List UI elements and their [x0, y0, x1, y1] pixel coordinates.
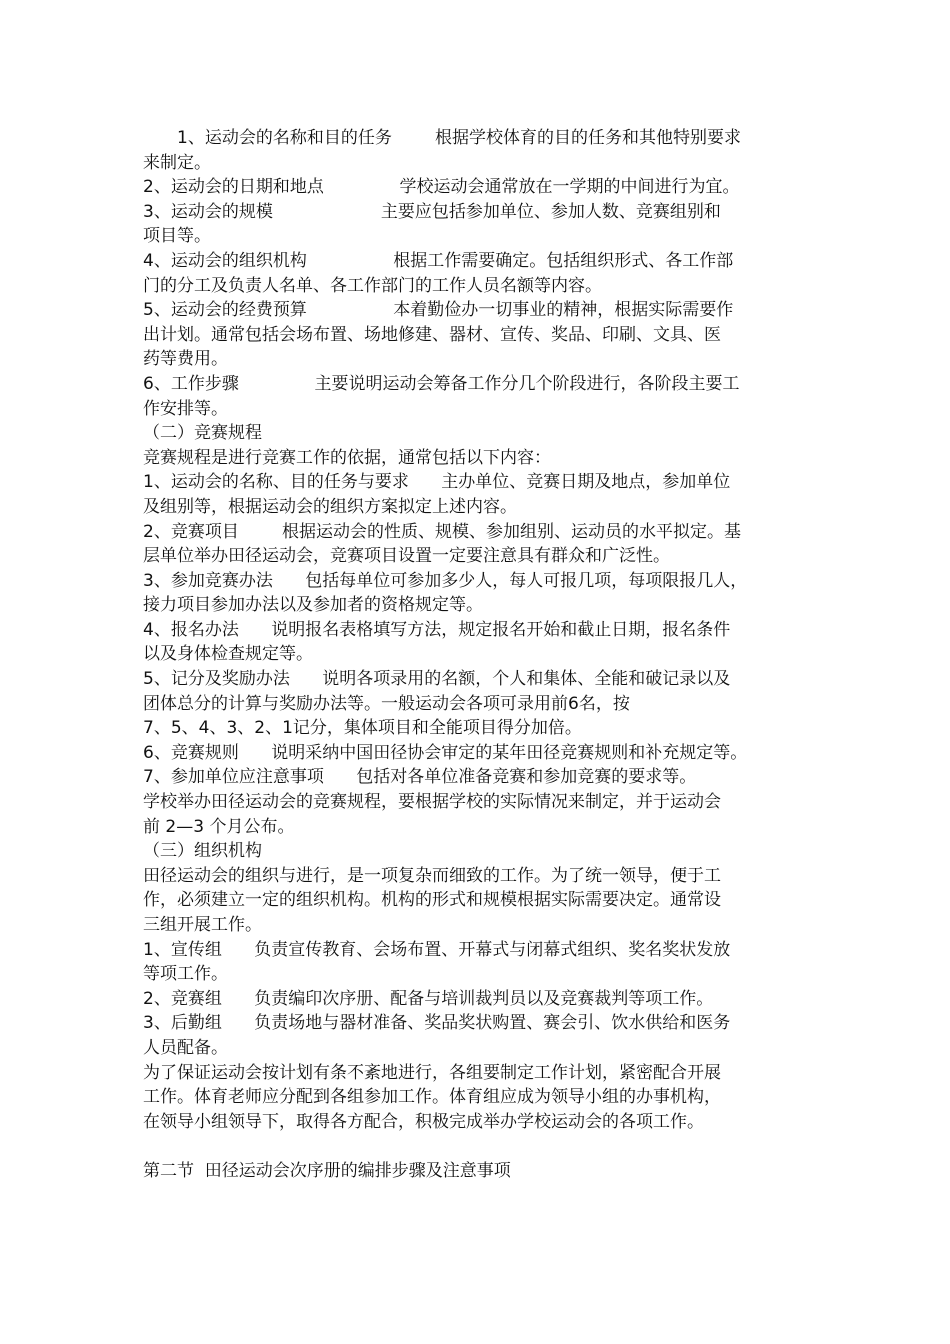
text-line: 3、运动会的规模 主要应包括参加单位、参加人数、竞赛组别和 [143, 201, 721, 222]
text-line: 药等费用。 [143, 349, 228, 370]
text-line: 作，必须建立一定的组织机构。机构的形式和规模根据实际需要决定。通常设 [143, 890, 721, 911]
text-line: 5、运动会的经费预算 本着勤俭办一切事业的精神，根据实际需要作 [143, 300, 734, 321]
text-line: 门的分工及负责人名单、各工作部门的工作人员名额等内容。 [143, 275, 602, 296]
text-line: 层单位举办田径运动会，竞赛项目设置一定要注意具有群众和广泛性。 [143, 546, 670, 567]
text-line: 人员配备。 [143, 1037, 228, 1058]
text-line: 来制定。 [143, 152, 211, 173]
text-line: 以及身体检查规定等。 [143, 644, 313, 665]
text-line: 3、后勤组 负责场地与器材准备、奖品奖状购置、赛会引、饮水供给和医务 [143, 1013, 731, 1034]
text-line: 作安排等。 [143, 398, 228, 419]
text-line: 2、运动会的日期和地点 学校运动会通常放在一学期的中间进行为宜。 [143, 177, 740, 198]
text-line: 1、运动会的名称、目的任务与要求 主办单位、竞赛日期及地点，参加单位 [143, 472, 731, 493]
text-line: 第二节 田径运动会次序册的编排步骤及注意事项 [143, 1160, 511, 1181]
text-line: 6、竞赛规则 说明采纳中国田径协会审定的某年田径竞赛规则和补充规定等。 [143, 742, 748, 763]
text-line: 在领导小组领导下，取得各方配合，积极完成举办学校运动会的各项工作。 [143, 1111, 704, 1132]
document-page [143, 126, 808, 1184]
text-line: 工作。体育老师应分配到各组参加工作。体育组应成为领导小组的办事机构， [143, 1087, 721, 1108]
text-line: 田径运动会的组织与进行，是一项复杂而细致的工作。为了统一领导，便于工 [143, 865, 721, 886]
text-line: 7、参加单位应注意事项 包括对各单位准备竞赛和参加竞赛的要求等。 [143, 767, 697, 788]
text-line: 接力项目参加办法以及参加者的资格规定等。 [143, 595, 483, 616]
text-line: 5、记分及奖励办法 说明各项录用的名额，个人和集体、全能和破记录以及 [143, 669, 731, 690]
text-line: 竞赛规程是进行竞赛工作的依据，通常包括以下内容： [143, 447, 551, 468]
text-line: 3、参加竞赛办法 包括每单位可参加多少人，每人可报几项，每项限报几人， [143, 570, 748, 591]
text-line: 三组开展工作。 [143, 915, 262, 935]
text-line: 1、运动会的名称和目的任务 根据学校体育的目的任务和其他特别要求 [177, 128, 742, 148]
text-line: 1、宣传组 负责宣传教育、会场布置、开幕式与闭幕式组织、奖名奖状发放 [143, 939, 731, 960]
text-line: 为了保证运动会按计划有条不紊地进行，各组要制定工作计划，紧密配合开展 [143, 1062, 721, 1083]
text-line: 团体总分的计算与奖励办法等。一般运动会各项可录用前6名，按 [143, 693, 630, 714]
text-line: 2、竞赛组 负责编印次序册、配备与培训裁判员以及竞赛裁判等项工作。 [143, 988, 714, 1009]
text-line: 6、工作步骤 主要说明运动会筹备工作分几个阶段进行，各阶段主要工 [143, 373, 740, 394]
blank-line [143, 1134, 808, 1159]
text-line: 及组别等，根据运动会的组织方案拟定上述内容。 [143, 496, 517, 517]
text-line: 等项工作。 [143, 964, 228, 985]
text-line: 出计划。通常包括会场布置、场地修建、器材、宣传、奖品、印刷、文具、医 [143, 324, 721, 345]
text-line: 学校举办田径运动会的竞赛规程，要根据学校的实际情况来制定，并于运动会 [143, 792, 721, 813]
text-line: 项目等。 [143, 226, 211, 247]
text-line: 4、报名办法 说明报名表格填写方法，规定报名开始和截止日期，报名条件 [143, 619, 731, 640]
text-line: （二）竞赛规程 [143, 423, 262, 444]
text-line: 前 2—3 个月公布。 [143, 816, 295, 837]
text-line: 7、5、4、3、2、1记分，集体项目和全能项目得分加倍。 [143, 718, 582, 739]
text-line: 4、运动会的组织机构 根据工作需要确定。包括组织形式、各工作部 [143, 250, 734, 271]
text-line: （三）组织机构 [143, 841, 262, 862]
text-line: 2、竞赛项目 根据运动会的性质、规模、参加组别、运动员的水平拟定。基 [143, 521, 742, 542]
